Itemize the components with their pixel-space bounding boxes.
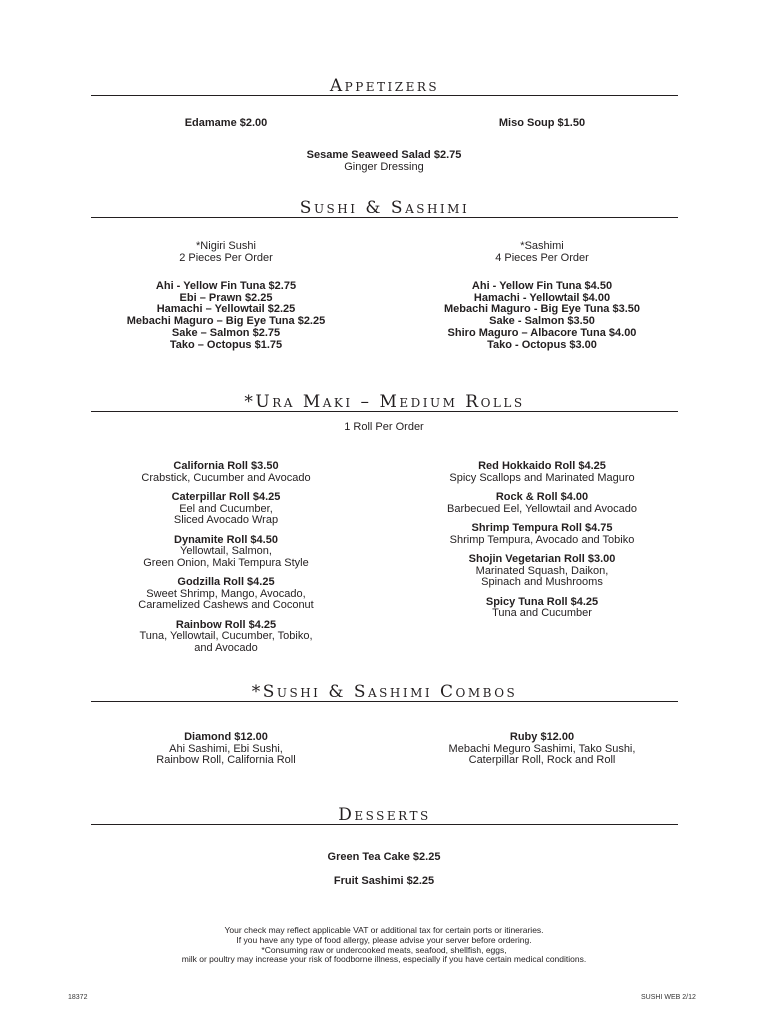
roll-item — [412, 523, 672, 546]
roll-name: Shojin Vegetarian Roll $3.00 — [468, 553, 616, 565]
sashimi-item: Shiro Maguro – Albacore Tuna $4.00 — [447, 326, 637, 339]
sashimi-item: Ahi - Yellow Fin Tuna $4.50 — [471, 280, 613, 292]
nigiri-item: Sake – Salmon $2.75 — [171, 326, 281, 339]
combo-ruby — [412, 732, 672, 767]
appetizers-title: Appetizers — [329, 76, 440, 96]
sashimi-item: Hamachi - Yellowtail $4.00 — [473, 291, 611, 304]
note-line-3: *Consuming raw or undercooked meats, seafood, shellfish, eggs, — [261, 944, 507, 955]
footer-version: SUSHI WEB 2/12 — [641, 994, 696, 1001]
roll-name: Red Hokkaido Roll $4.25 — [478, 460, 606, 472]
rolls-right-column — [412, 461, 672, 620]
nigiri-column — [91, 241, 361, 351]
note-line-1: Your check may reflect applicable VAT or additional tax for certain ports or itineraries. — [224, 925, 544, 935]
combos-title: *Sushi & Sashimi Combos — [251, 682, 518, 702]
nigiri-list — [91, 281, 361, 351]
sashimi-heading: *Sashimi — [520, 240, 564, 252]
sushi-sashimi-title: Sushi & Sashimi — [299, 198, 470, 218]
note-line-2: If you have any type of food allergy, please advise your server before ordering. — [236, 934, 532, 945]
roll-name: California Roll $3.50 — [173, 460, 279, 472]
sashimi-item: Mebachi Maguro - Big Eye Tuna $3.50 — [443, 303, 640, 316]
combos-rule — [91, 701, 678, 702]
seaweed-salad-desc: Ginger Dressing — [344, 160, 424, 173]
roll-desc: Green Onion, Maki Tempura Style — [143, 556, 309, 569]
roll-item — [412, 492, 672, 515]
roll-desc: Yellowtail, Salmon, — [180, 545, 272, 557]
seaweed-salad-name: Sesame Seaweed Salad $2.75 — [306, 149, 462, 161]
sashimi-item: Tako - Octopus $3.00 — [487, 338, 597, 351]
roll-name: Rock & Roll $4.00 — [495, 491, 589, 503]
nigiri-item: Ebi – Prawn $2.25 — [179, 291, 273, 304]
combo-ruby-name: Ruby $12.00 — [509, 731, 575, 743]
disclaimer-notes — [0, 926, 768, 965]
seaweed-salad-item — [234, 150, 534, 173]
edamame-item: Edamame $2.00 — [184, 117, 268, 129]
combo-ruby-desc-1: Mebachi Meguro Sashimi, Tako Sushi, — [448, 742, 636, 755]
roll-name: Godzilla Roll $4.25 — [177, 576, 275, 588]
roll-desc: Barbecued Eel, Yellowtail and Avocado — [447, 502, 637, 515]
rolls-left-column — [96, 461, 356, 654]
roll-desc: and Avocado — [194, 641, 258, 654]
roll-item — [96, 620, 356, 655]
roll-name: Caterpillar Roll $4.25 — [171, 491, 281, 503]
roll-name: Dynamite Roll $4.50 — [174, 533, 278, 546]
roll-desc: Caramelized Cashews and Coconut — [138, 599, 314, 611]
nigiri-sub: 2 Pieces Per Order — [179, 251, 273, 264]
rolls-rule — [91, 411, 678, 412]
roll-desc: Marinated Squash, Daikon, — [475, 564, 609, 577]
nigiri-heading: *Nigiri Sushi — [196, 240, 256, 252]
roll-item — [96, 535, 356, 570]
roll-desc: Spinach and Mushrooms — [481, 576, 603, 588]
roll-desc: Tuna, Yellowtail, Cucumber, Tobiko, — [139, 630, 313, 642]
nigiri-item: Mebachi Maguro – Big Eye Tuna $2.25 — [126, 315, 326, 328]
roll-item — [96, 492, 356, 527]
roll-desc: Crabstick, Cucumber and Avocado — [141, 471, 311, 484]
roll-desc: Sliced Avocado Wrap — [173, 514, 279, 526]
roll-desc: Sweet Shrimp, Mango, Avocado, — [146, 587, 306, 600]
miso-soup-item: Miso Soup $1.50 — [498, 117, 586, 129]
roll-desc: Shrimp Tempura, Avocado and Tobiko — [449, 533, 635, 546]
footer-code: 18372 — [68, 994, 88, 1001]
roll-name: Spicy Tuna Roll $4.25 — [485, 595, 599, 608]
sashimi-sub: 4 Pieces Per Order — [495, 251, 589, 264]
green-tea-cake-item: Green Tea Cake $2.25 — [327, 851, 441, 863]
roll-item — [412, 461, 672, 484]
combo-diamond-desc-1: Ahi Sashimi, Ebi Sushi, — [169, 742, 283, 755]
roll-item — [96, 461, 356, 484]
note-line-4: milk or poultry may increase your risk of foodborne illness, especially if you have certain medical conditions. — [181, 954, 587, 965]
roll-name: Shrimp Tempura Roll $4.75 — [471, 522, 613, 534]
desserts-rule — [91, 824, 678, 825]
roll-desc: Spicy Scallops and Marinated Maguro — [449, 471, 635, 484]
sashimi-column — [407, 241, 677, 351]
roll-item — [412, 554, 672, 589]
desserts-title: Desserts — [338, 805, 431, 825]
fruit-sashimi-item: Fruit Sashimi $2.25 — [333, 875, 435, 887]
sushi-sashimi-rule — [91, 217, 678, 218]
roll-item — [96, 577, 356, 612]
combo-diamond-name: Diamond $12.00 — [184, 731, 268, 743]
roll-item — [412, 597, 672, 620]
appetizers-rule — [91, 95, 678, 96]
nigiri-item: Ahi - Yellow Fin Tuna $2.75 — [155, 280, 297, 292]
combo-ruby-desc-2: Caterpillar Roll, Rock and Roll — [468, 754, 616, 766]
combo-diamond-desc-2: Rainbow Roll, California Roll — [156, 754, 296, 766]
rolls-title: *Ura Maki – Medium Rolls — [244, 392, 525, 412]
rolls-sub: 1 Roll Per Order — [344, 421, 424, 433]
roll-desc: Tuna and Cucumber — [492, 607, 592, 619]
roll-desc: Eel and Cucumber, — [179, 502, 273, 515]
sashimi-list — [407, 281, 677, 351]
sashimi-item: Sake - Salmon $3.50 — [489, 315, 595, 328]
nigiri-item: Hamachi – Yellowtail $2.25 — [156, 303, 296, 316]
roll-name: Rainbow Roll $4.25 — [175, 618, 277, 631]
nigiri-item: Tako – Octopus $1.75 — [169, 338, 283, 351]
combo-diamond — [96, 732, 356, 767]
